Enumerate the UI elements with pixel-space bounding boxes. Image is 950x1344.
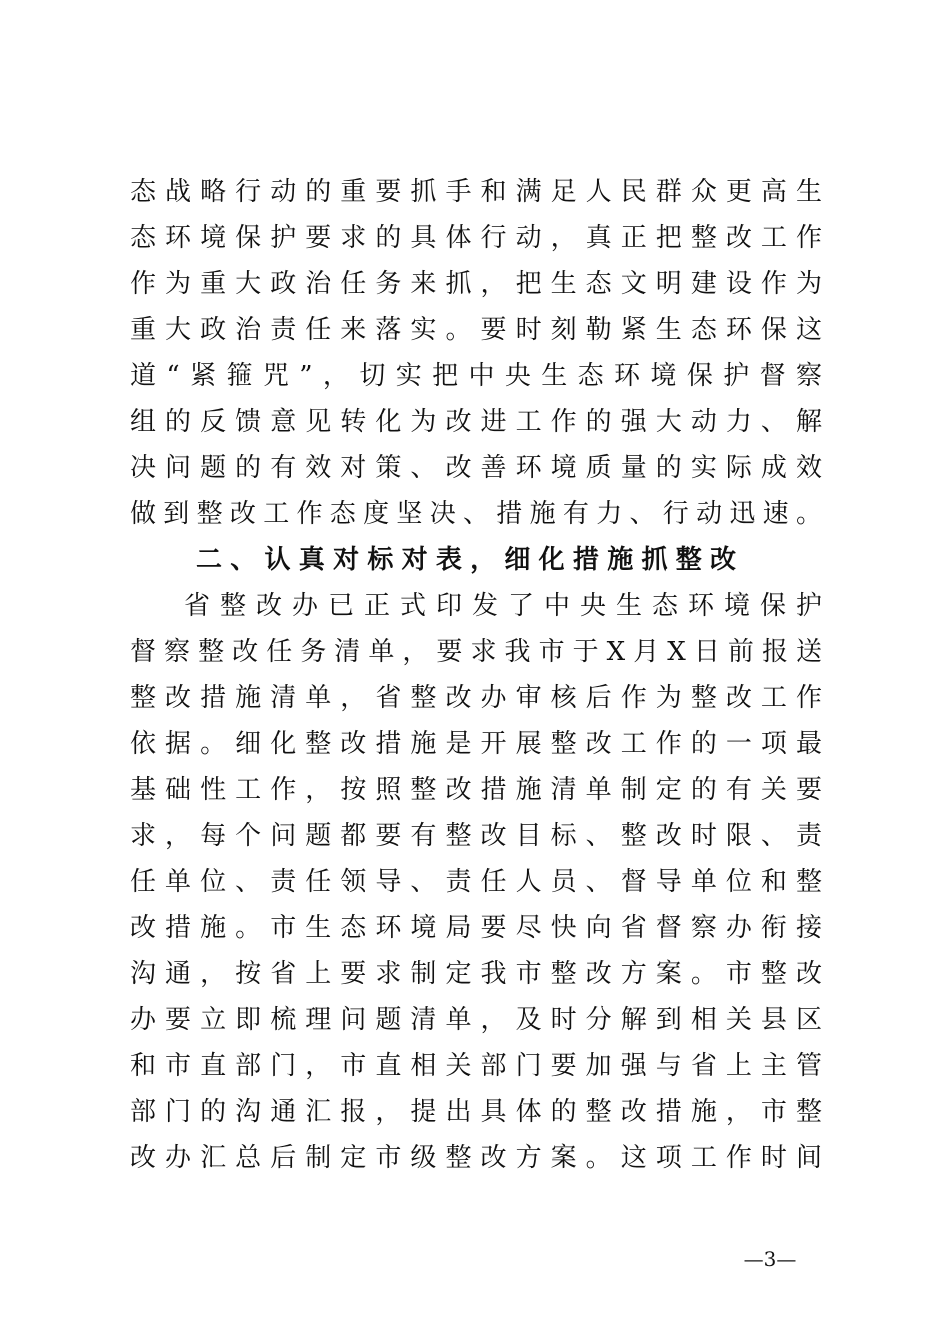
paragraph-2-line-5: 基础性工作，按照整改措施清单制定的有关要 — [130, 775, 822, 805]
paragraph-1-line-8: 做到整改工作态度坚决、措施有力、行动迅速。 — [130, 499, 822, 529]
paragraph-2-line-6: 求，每个问题都要有整改目标、整改时限、责 — [130, 821, 822, 851]
paragraph-1-line-6: 组的反馈意见转化为改进工作的强大动力、解 — [130, 407, 822, 437]
paragraph-2-line-1: 省整改办已正式印发了中央生态环境保护 — [184, 591, 822, 621]
paragraph-2-line-4: 依据。细化整改措施是开展整改工作的一项最 — [130, 729, 822, 759]
section-heading: 二、认真对标对表，细化措施抓整改 — [196, 545, 736, 575]
paragraph-2-line-13: 改办汇总后制定市级整改方案。这项工作时间 — [130, 1143, 822, 1173]
paragraph-2-line-2: 督察整改任务清单，要求我市于X月X日前报送 — [130, 637, 822, 667]
page-number: —3— — [743, 1247, 797, 1271]
paragraph-1-line-1: 态战略行动的重要抓手和满足人民群众更高生 — [130, 177, 822, 207]
paragraph-1-line-2: 态环境保护要求的具体行动，真正把整改工作 — [130, 223, 822, 253]
paragraph-2-line-11: 和市直部门，市直相关部门要加强与省上主管 — [130, 1051, 822, 1081]
paragraph-1-line-4: 重大政治责任来落实。要时刻勒紧生态环保这 — [130, 315, 822, 345]
paragraph-1-line-5: 道“紧箍咒”，切实把中央生态环境保护督察 — [130, 361, 822, 391]
paragraph-2-line-7: 任单位、责任领导、责任人员、督导单位和整 — [130, 867, 822, 897]
paragraph-1-line-3: 作为重大政治任务来抓，把生态文明建设作为 — [130, 269, 822, 299]
paragraph-2-line-3: 整改措施清单，省整改办审核后作为整改工作 — [130, 683, 822, 713]
paragraph-2-line-12: 部门的沟通汇报，提出具体的整改措施，市整 — [130, 1097, 822, 1127]
paragraph-2-line-8: 改措施。市生态环境局要尽快向省督察办衔接 — [130, 913, 822, 943]
paragraph-2-line-10: 办要立即梳理问题清单，及时分解到相关县区 — [130, 1005, 822, 1035]
paragraph-1-line-7: 决问题的有效对策、改善环境质量的实际成效 — [130, 453, 822, 483]
paragraph-2-line-9: 沟通，按省上要求制定我市整改方案。市整改 — [130, 959, 822, 989]
